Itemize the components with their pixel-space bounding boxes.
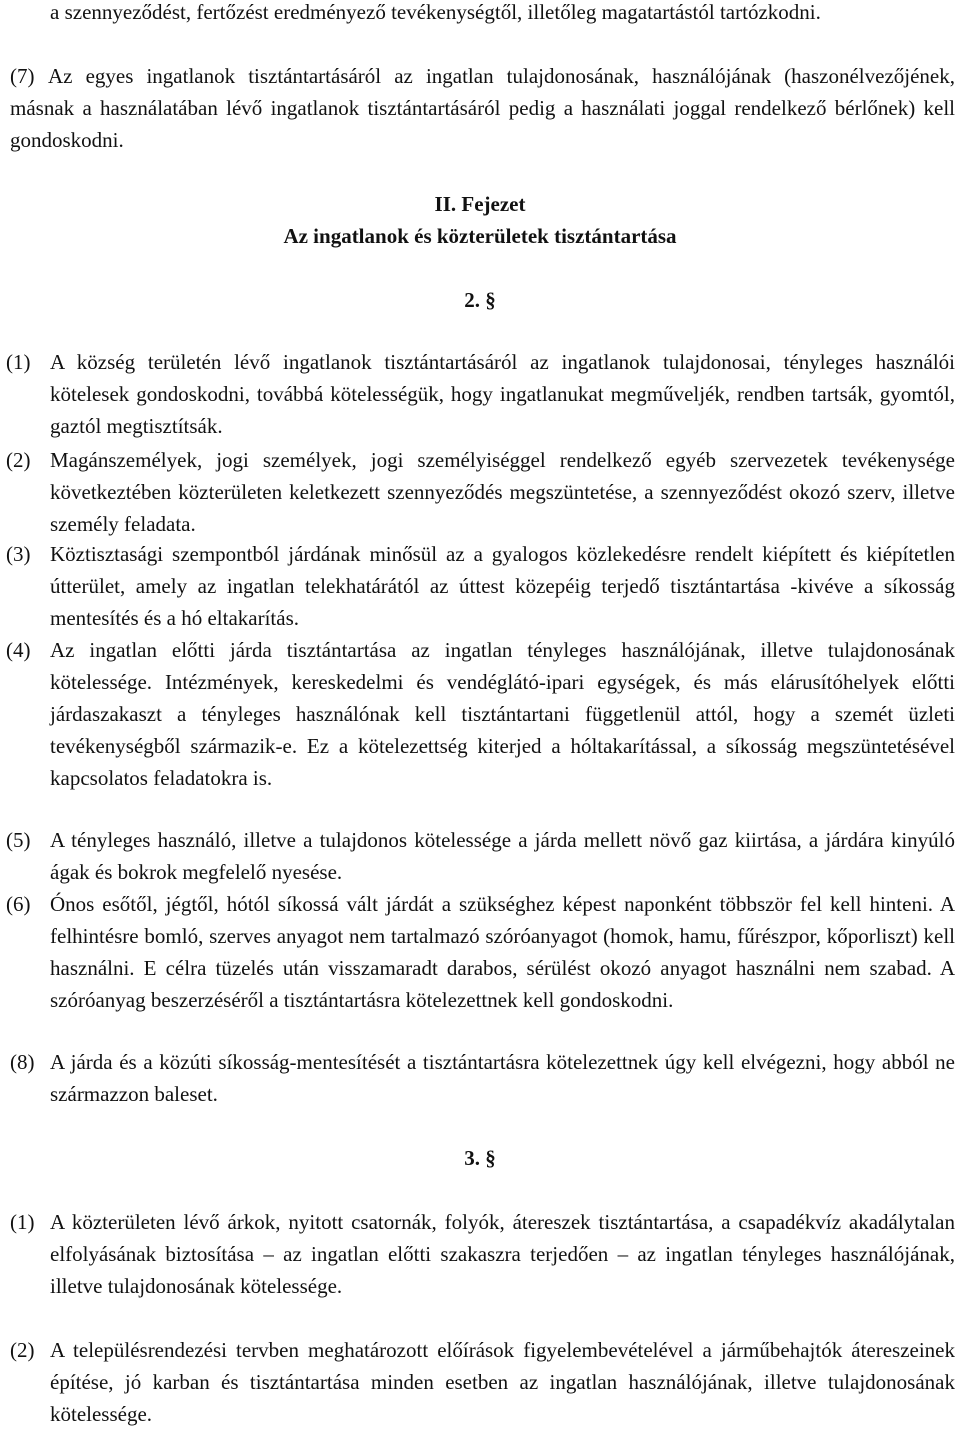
paragraph-text: A tényleges használó, illetve a tulajdonos kötelessége a járda mellett növő gaz kiirtása, a járdára kinyúló ágak és bokrok megfelelő nyesése. <box>50 828 955 884</box>
paragraph-number: (2) <box>10 1338 35 1362</box>
paragraph-7 <box>10 60 955 156</box>
paragraph-text: Köztisztasági szempontból járdának minősül az a gyalogos közlekedésre rendelt kiépített és kiépítetlen útterület, amely az ingatlan telekhatárától az úttest közepéig terjedő tisztántartása -kivéve a síkosság mentesítés és a hó eltakarítás. <box>50 542 955 630</box>
paragraph-text: Ónos esőtől, jégtől, hótól síkossá vált járdát a szükséghez képest naponként többször fel kell hinteni. A felhintésre bomló, szerves anyagot nem tartalmazó szóróanyagot (homok, hamu, fűrészpor, kőporliszt) kell használni. E célra tüzelés után visszamaradt darabos, sérülést okozó anyagot használni nem szabad. A szóróanyag beszerzéséről a tisztántartásra kötelezettnek kell gondoskodni. <box>50 892 955 1012</box>
paragraph-text: A közterületen lévő árkok, nyitott csatornák, folyók, átereszek tisztántartása, a csapadékvíz akadálytalan elfolyásának biztosítása – az ingatlan előtti szakaszra terjedően – az ingatlan tényleges használójának, illetve tulajdonosának kötelessége. <box>50 1210 955 1298</box>
paragraph-text: Az ingatlan előtti járda tisztántartása az ingatlan tényleges használójának, illetve tulajdonosának kötelessége. Intézmények, kereskedelmi és vendéglátó-ipari egységek, és más elárusítóhelyek előtti járdaszakaszt a tényleges használónak kell tisztántartani függetlenül attól, hogy a szemét üzleti tevékenységből származik-e. Ez a kötelezettség kiterjed a hóltakarítással, a síkosság megszüntetésével kapcsolatos feladatokra is. <box>50 638 955 790</box>
chapter-number: II. Fejezet <box>434 192 526 216</box>
paragraph-text: A község területén lévő ingatlanok tisztántartásáról az ingatlanok tulajdonosai, tényleges használói kötelesek gondoskodni, továbbá kötelességük, hogy ingatlanukat megműveljék, rendben tartsák, gyomtól, gaztól megtisztítsák. <box>50 350 955 438</box>
chapter-title: Az ingatlanok és közterületek tisztántartása <box>283 224 677 248</box>
paragraph-text: Magánszemélyek, jogi személyek, jogi személyiséggel rendelkező egyéb szervezetek tevékenysége következtében közterületen keletkezett szennyeződés megszüntetése, a szennyeződést okozó szerv, illetve személy feladata. <box>50 448 955 536</box>
paragraph-number: (7) <box>10 64 35 88</box>
paragraph-text: A járda és a közúti síkosság-mentesítését a tisztántartásra kötelezettnek úgy kell elvégezni, hogy abból ne származzon baleset. <box>50 1050 955 1106</box>
section-3-heading: 3. § <box>464 1146 496 1170</box>
paragraph-number: (4) <box>6 638 31 662</box>
section-3-para-2 <box>10 1334 955 1430</box>
paragraph-number: (1) <box>10 1210 35 1234</box>
section-2-para-6 <box>6 888 955 1016</box>
paragraph-number: (6) <box>6 892 31 916</box>
section-2-para-5 <box>6 824 955 888</box>
section-2-para-8 <box>10 1046 955 1110</box>
paragraph-number: (8) <box>10 1050 35 1074</box>
paragraph-number: (1) <box>6 350 31 374</box>
paragraph-number: (3) <box>6 542 31 566</box>
previous-paragraph-end: a szennyeződést, fertőzést eredményező tevékenységtől, illetőleg magatartástól tartózkodni. <box>50 0 821 24</box>
section-2-heading: 2. § <box>464 288 496 312</box>
paragraph-number: (5) <box>6 828 31 852</box>
paragraph-text: Az egyes ingatlanok tisztántartásáról az ingatlan tulajdonosának, használójának (haszonélvezőjének, másnak a használatában lévő ingatlanok tisztántartásáról pedig a használati joggal rendelkező bérlőnek) kell gondoskodni. <box>10 64 955 152</box>
section-2-para-4 <box>6 634 955 794</box>
section-2-para-3 <box>6 538 955 634</box>
paragraph-text: A településrendezési tervben meghatározott előírások figyelembevételével a járműbehajtók átereszeinek építése, jó karban és tisztántartása minden esetben az ingatlan használójának, illetve tulajdonosának kötelessége. <box>50 1338 955 1426</box>
section-2-para-1 <box>6 346 955 442</box>
section-3-para-1 <box>10 1206 955 1302</box>
section-2-para-2 <box>6 444 955 540</box>
paragraph-number: (2) <box>6 448 31 472</box>
chapter-heading <box>0 188 960 252</box>
